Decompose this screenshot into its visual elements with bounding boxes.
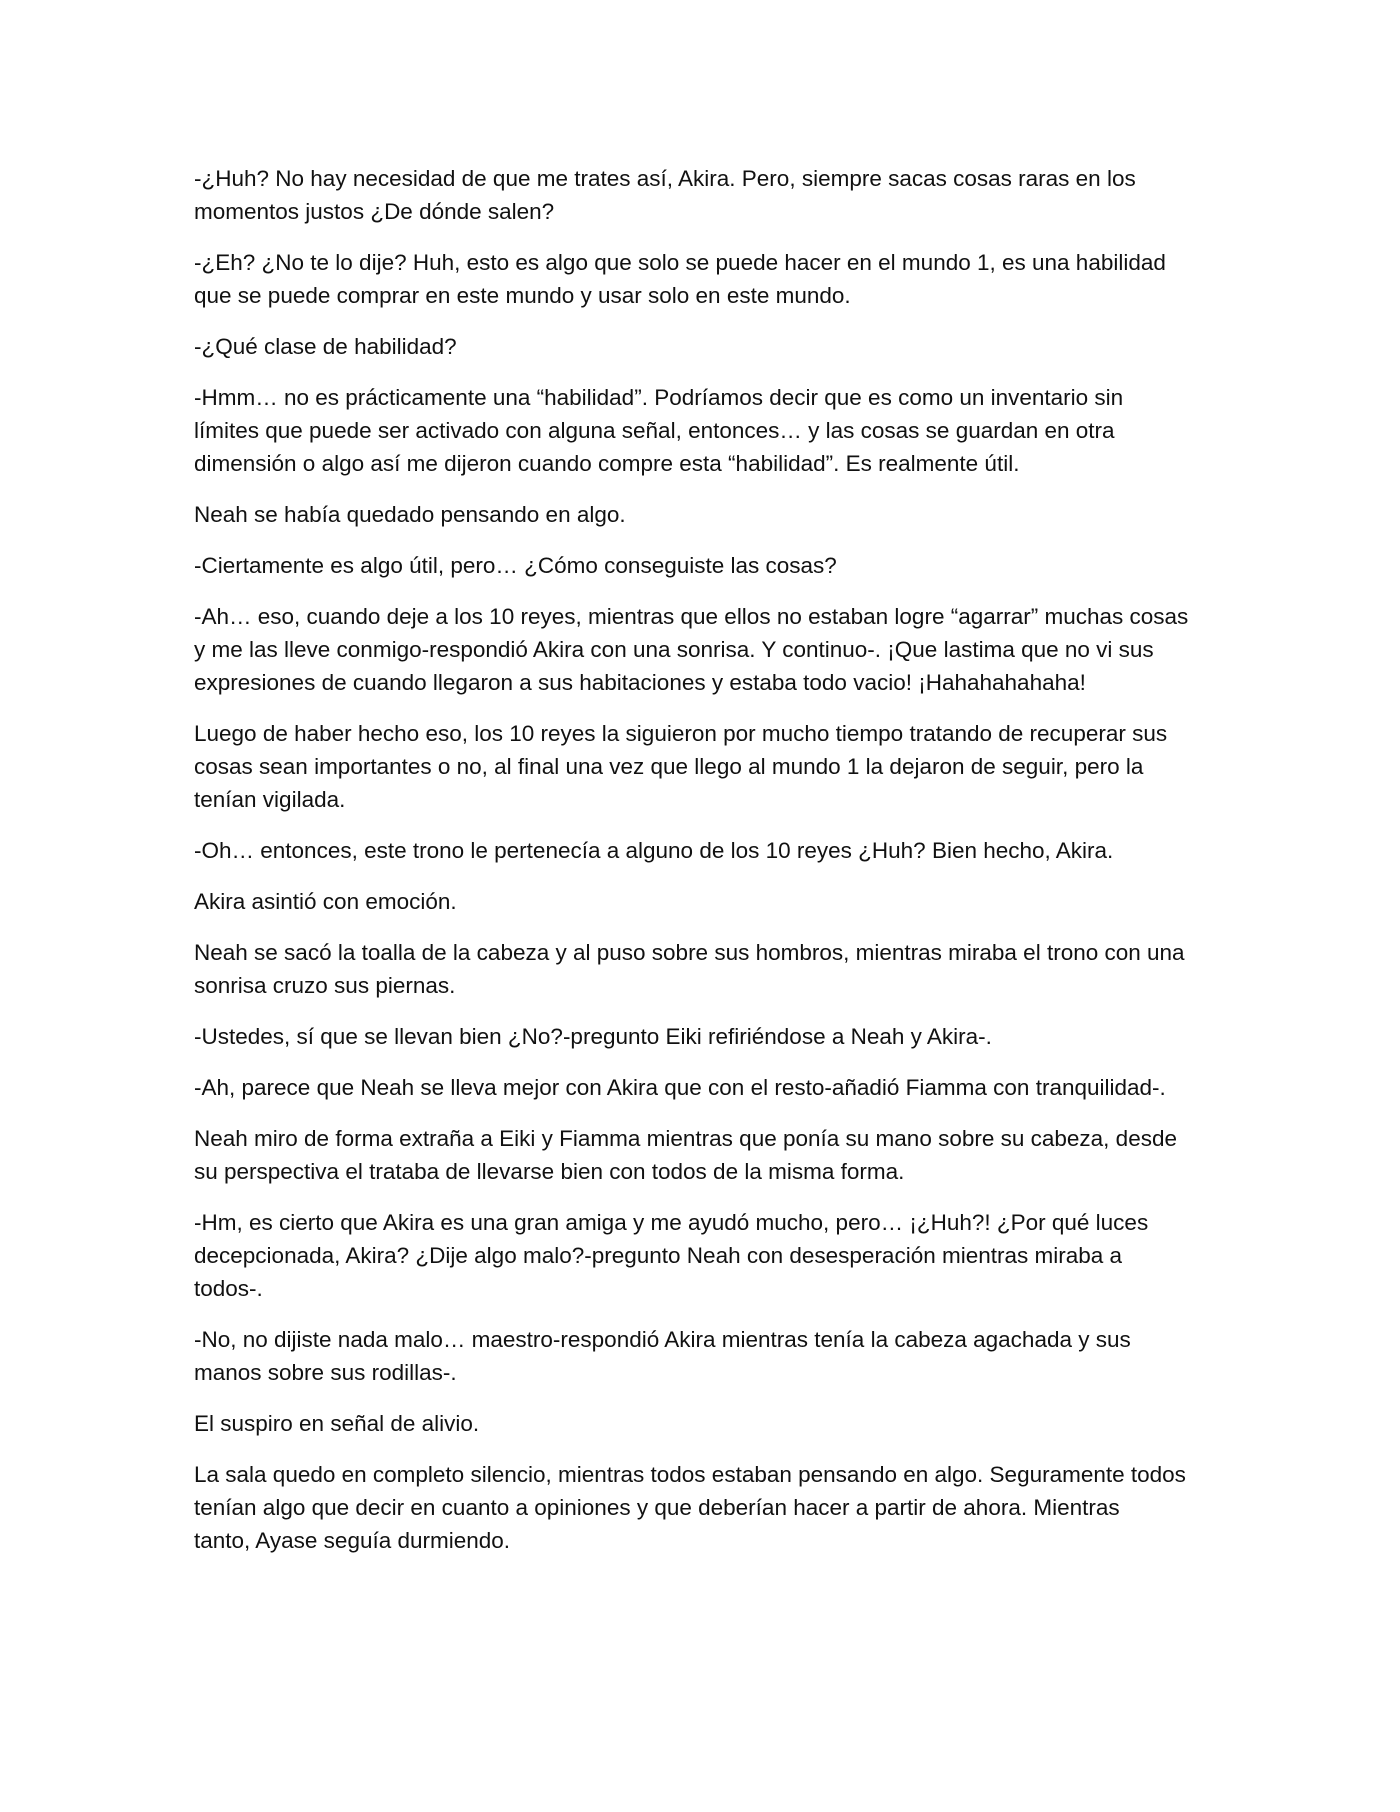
paragraph: El suspiro en señal de alivio.: [194, 1411, 480, 1436]
paragraph: -Ustedes, sí que se llevan bien ¿No?-pregunto Eiki refiriéndose a Neah y Akira-.: [194, 1024, 992, 1049]
paragraph: -Oh… entonces, este trono le pertenecía a alguno de los 10 reyes ¿Huh? Bien hecho, Akira.: [194, 838, 1114, 863]
paragraph: Akira asintió con emoción.: [194, 889, 457, 914]
paragraph: -¿Eh? ¿No te lo dije? Huh, esto es algo que solo se puede hacer en el mundo 1, es una habilidad que se puede comprar en este mundo y usar solo en este mundo.: [194, 250, 1166, 308]
paragraph: -Ah, parece que Neah se lleva mejor con Akira que con el resto-añadió Fiamma con tranquilidad-.: [194, 1075, 1166, 1100]
paragraph: -Hm, es cierto que Akira es una gran amiga y me ayudó mucho, pero… ¡¿Huh?! ¿Por qué luces decepcionada, Akira? ¿Dije algo malo?-pregunto Neah con desesperación mientras miraba a todos-.: [194, 1210, 1149, 1301]
paragraph: -¿Huh? No hay necesidad de que me trates así, Akira. Pero, siempre sacas cosas raras en los momentos justos ¿De dónde salen?: [194, 166, 1136, 224]
paragraph: Neah se sacó la toalla de la cabeza y al puso sobre sus hombros, mientras miraba el trono con una sonrisa cruzo sus piernas.: [194, 940, 1185, 998]
paragraph: -Hmm… no es prácticamente una “habilidad”. Podríamos decir que es como un inventario sin límites que puede ser activado con alguna señal, entonces… y las cosas se guardan en otra dimensión o algo así me dijeron cuando compre esta “habilidad”. Es realmente útil.: [194, 385, 1124, 476]
paragraph: -No, no dijiste nada malo… maestro-respondió Akira mientras tenía la cabeza agachada y sus manos sobre sus rodillas-.: [194, 1327, 1131, 1385]
paragraph: Luego de haber hecho eso, los 10 reyes la siguieron por mucho tiempo tratando de recuperar sus cosas sean importantes o no, al final una vez que llego al mundo 1 la dejaron de seguir, pero la tenían vigilada.: [194, 721, 1168, 812]
paragraph: -Ciertamente es algo útil, pero… ¿Cómo conseguiste las cosas?: [194, 553, 837, 578]
paragraph: -Ah… eso, cuando deje a los 10 reyes, mientras que ellos no estaban logre “agarrar” muchas cosas y me las lleve conmigo-respondió Akira con una sonrisa. Y continuo-. ¡Que lastima que no vi sus expresiones de cuando llegaron a sus habitaciones y estaba todo vacio! ¡Hahahahahaha!: [194, 604, 1189, 695]
document-body: [194, 162, 1214, 1575]
paragraph: Neah se había quedado pensando en algo.: [194, 502, 626, 527]
paragraph: Neah miro de forma extraña a Eiki y Fiamma mientras que ponía su mano sobre su cabeza, desde su perspectiva el trataba de llevarse bien con todos de la misma forma.: [194, 1126, 1177, 1184]
paragraph: La sala quedo en completo silencio, mientras todos estaban pensando en algo. Seguramente todos tenían algo que decir en cuanto a opiniones y que deberían hacer a partir de ahora. Mientras tanto, Ayase seguía durmiendo.: [194, 1462, 1186, 1553]
paragraph: -¿Qué clase de habilidad?: [194, 334, 457, 359]
